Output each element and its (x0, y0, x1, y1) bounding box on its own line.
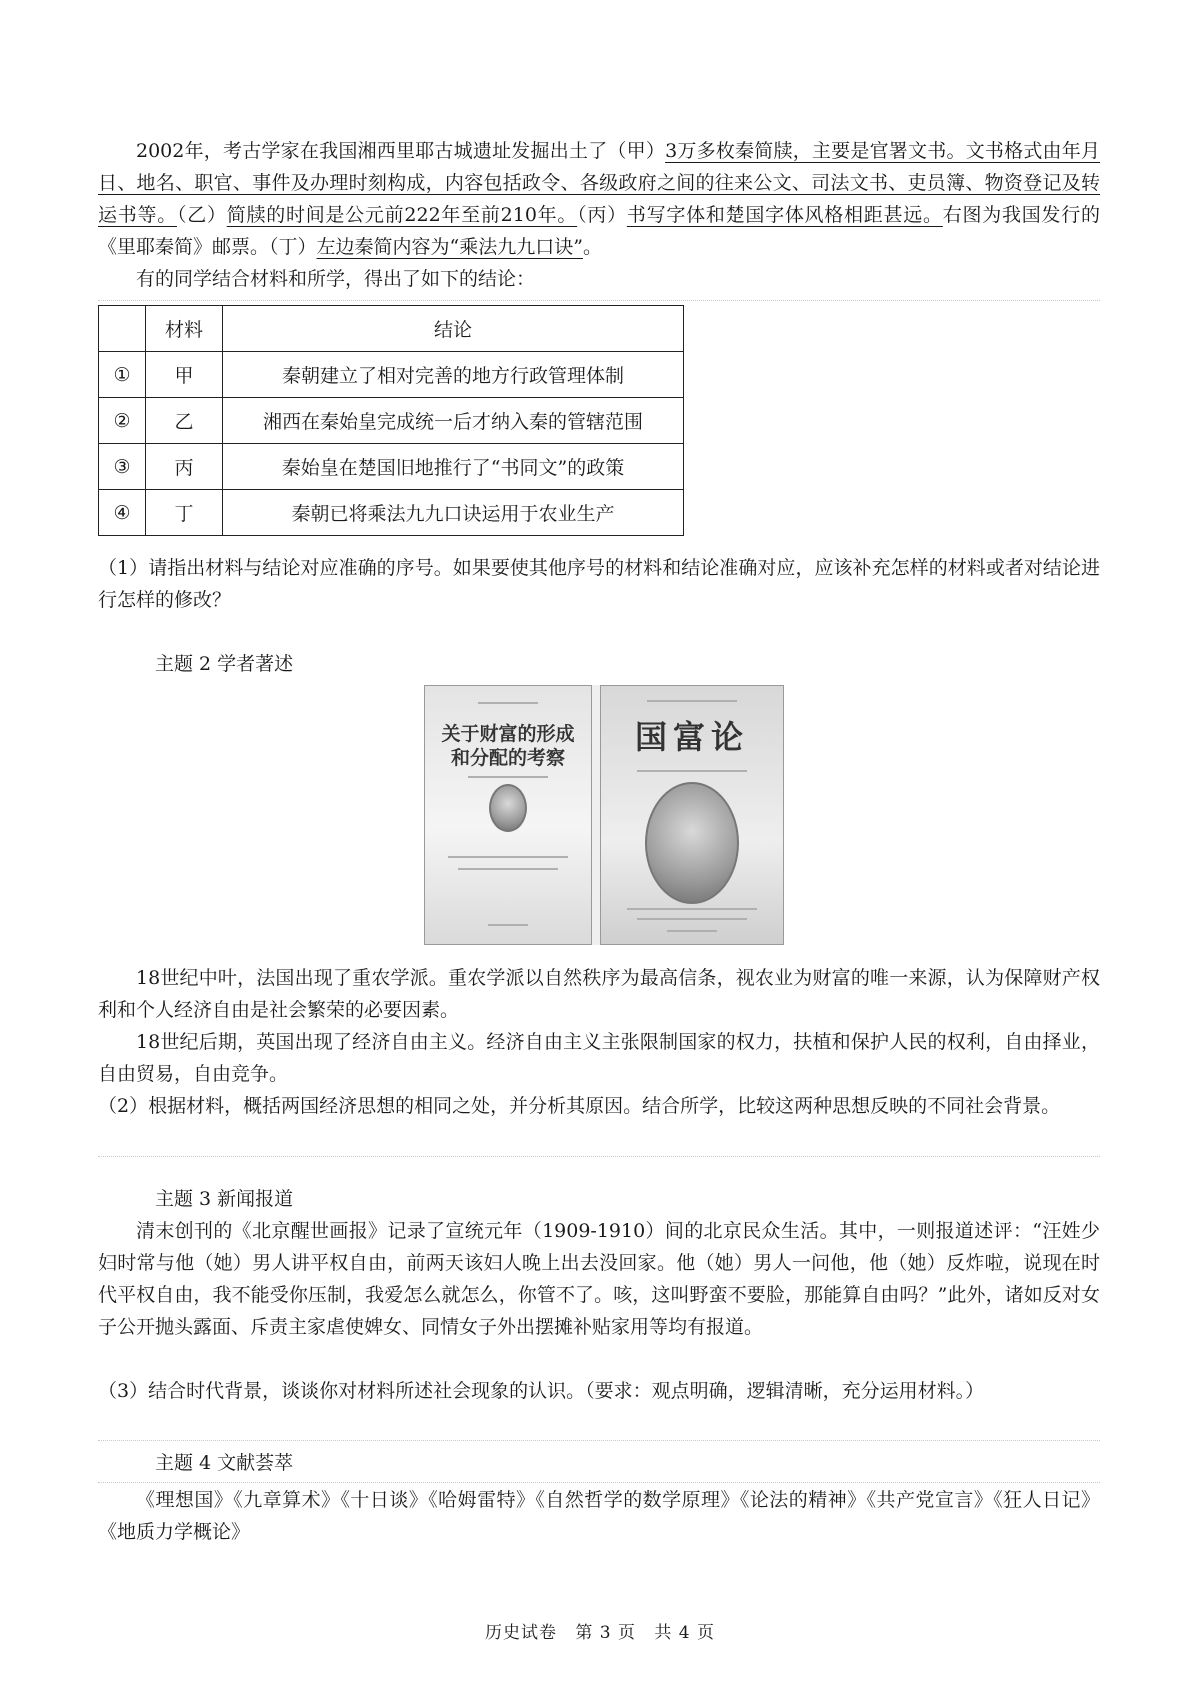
row-number: ④ (99, 490, 146, 536)
conclusion-table (98, 305, 684, 536)
topic2-material-france: 18世纪中叶，法国出现了重农学派。重农学派以自然秩序为最高信条，视农业为财富的唯一来源，认为保障财产权利和个人经济自由是社会繁荣的必要因素。 (98, 967, 1100, 1021)
topic-2-title: 主题 2 学者著述 (155, 653, 294, 675)
underlined-material-text: 书写字体和楚国字体风格相距甚远。 (626, 204, 943, 226)
question-1: （1）请指出材料与结论对应准确的序号。如果要使其他序号的材料和结论准确对应，应该补充怎样的材料或者对结论进行怎样的修改？ (98, 557, 1100, 611)
material-text: 2002年，考古学家在我国湘西里耶古城遗址发掘出土了（甲） (136, 140, 666, 162)
table-intro: 有的同学结合材料和所学，得出了如下的结论： (136, 268, 536, 290)
table-header-material: 材料 (146, 306, 223, 352)
row-material: 丙 (146, 444, 223, 490)
topic3-material: 清末创刊的《北京醒世画报》记录了宣统元年（1909-1910）间的北京民众生活。其中，一则报道述评：“汪姓少妇时常与他（她）男人讲平权自由，前两天该妇人晚上出去没回家。他（她）男人一问他，他（她）反炸啦，说现在时代平权自由，我不能受你压制，我爱怎么就怎么，你管不了。咳，这叫野蛮不要脸，那能算自由吗？”此外，诸如反对女子公开抛头露面、斥责主家虐使婢女、同情女子外出摆摊补贴家用等均有报道。 (98, 1220, 1100, 1338)
underlined-material-text: 3万多枚秦简牍，主要是官署文书。文书格式由年月日、地名、职官、事件及办理时刻构成，内容包括政令、各级政府之间的往来公文、司法文书、吏员簿、物资登记及转运书等。 (98, 140, 1101, 226)
cover-rule (637, 918, 747, 920)
page-footer (0, 1618, 1200, 1643)
topic1-material-paragraph (98, 135, 1100, 263)
topic2-material-britain: 18世纪后期，英国出现了经济自由主义。经济自由主义主张限制国家的权力，扶植和保护人民的权利，自由择业，自由贸易，自由竞争。 (98, 1031, 1100, 1085)
question-3: （3）结合时代背景，谈谈你对材料所述社会现象的认识。（要求：观点明确，逻辑清晰，充分运用材料。） (98, 1380, 985, 1402)
underlined-material-text: 左边秦简内容为“乘法九九口诀” (316, 236, 583, 258)
cover-rule (468, 776, 548, 778)
material-text: （丙） (577, 204, 627, 226)
table-header-no (99, 306, 146, 352)
row-conclusion: 秦朝已将乘法九九口诀运用于农业生产 (223, 490, 684, 536)
book-cover-wealth-of-nations (600, 685, 784, 945)
cover-rule (637, 770, 747, 772)
book-left-title (425, 722, 591, 770)
row-number: ② (99, 398, 146, 444)
footer-total-pages: 共 4 页 (654, 1623, 716, 1643)
footer-subject: 历史试卷 (484, 1623, 557, 1643)
portrait-image (645, 782, 739, 904)
row-conclusion: 秦朝建立了相对完善的地方行政管理体制 (223, 352, 684, 398)
material-text: 右图为我国发行的《里耶秦简》邮票。（丁） (98, 204, 1100, 258)
book-covers-image (424, 685, 784, 945)
table-header-row (99, 306, 684, 352)
row-material: 甲 (146, 352, 223, 398)
row-number: ① (99, 352, 146, 398)
row-conclusion: 秦始皇在楚国旧地推行了“书同文”的政策 (223, 444, 684, 490)
material-text: 。 (582, 236, 602, 258)
book-cover-physiocrats (424, 685, 592, 945)
dotted-divider (98, 300, 1100, 301)
row-number: ③ (99, 444, 146, 490)
cover-rule (458, 868, 558, 870)
material-text: （乙） (176, 204, 227, 226)
row-material: 乙 (146, 398, 223, 444)
book-left-title-line: 和分配的考察 (450, 747, 565, 769)
cover-rule (488, 924, 528, 926)
topic-4-title: 主题 4 文献荟萃 (155, 1452, 294, 1474)
question-2: （2）根据材料，概括两国经济思想的相同之处，并分析其原因。结合所学，比较这两种思想反映的不同社会背景。 (98, 1095, 1061, 1117)
portrait-image (489, 784, 527, 832)
row-material: 丁 (146, 490, 223, 536)
dotted-divider (98, 1440, 1100, 1441)
book-right-title: 国富论 (634, 718, 749, 756)
cover-rule (627, 908, 757, 910)
cover-rule (647, 700, 737, 702)
topic-3-title: 主题 3 新闻报道 (155, 1188, 294, 1210)
underlined-material-text: 简牍的时间是公元前222年至前210年。 (226, 204, 578, 226)
topic4-book-list: 《理想国》《九章算术》《十日谈》《哈姆雷特》《自然哲学的数学原理》《论法的精神》《共产党宣言》《狂人日记》《地质力学概论》 (98, 1489, 1100, 1543)
table-row (99, 398, 684, 444)
row-conclusion: 湘西在秦始皇完成统一后才纳入秦的管辖范围 (223, 398, 684, 444)
footer-page-number: 第 3 页 (575, 1623, 636, 1643)
table-row (99, 352, 684, 398)
table-row (99, 444, 684, 490)
cover-rule (667, 930, 717, 932)
dotted-divider (98, 1482, 1100, 1483)
table-header-conclusion: 结论 (223, 306, 684, 352)
book-left-title-line: 关于财富的形成 (441, 723, 575, 745)
cover-rule (448, 856, 568, 858)
cover-rule (478, 702, 538, 704)
dotted-divider (98, 1156, 1100, 1157)
table-row (99, 490, 684, 536)
